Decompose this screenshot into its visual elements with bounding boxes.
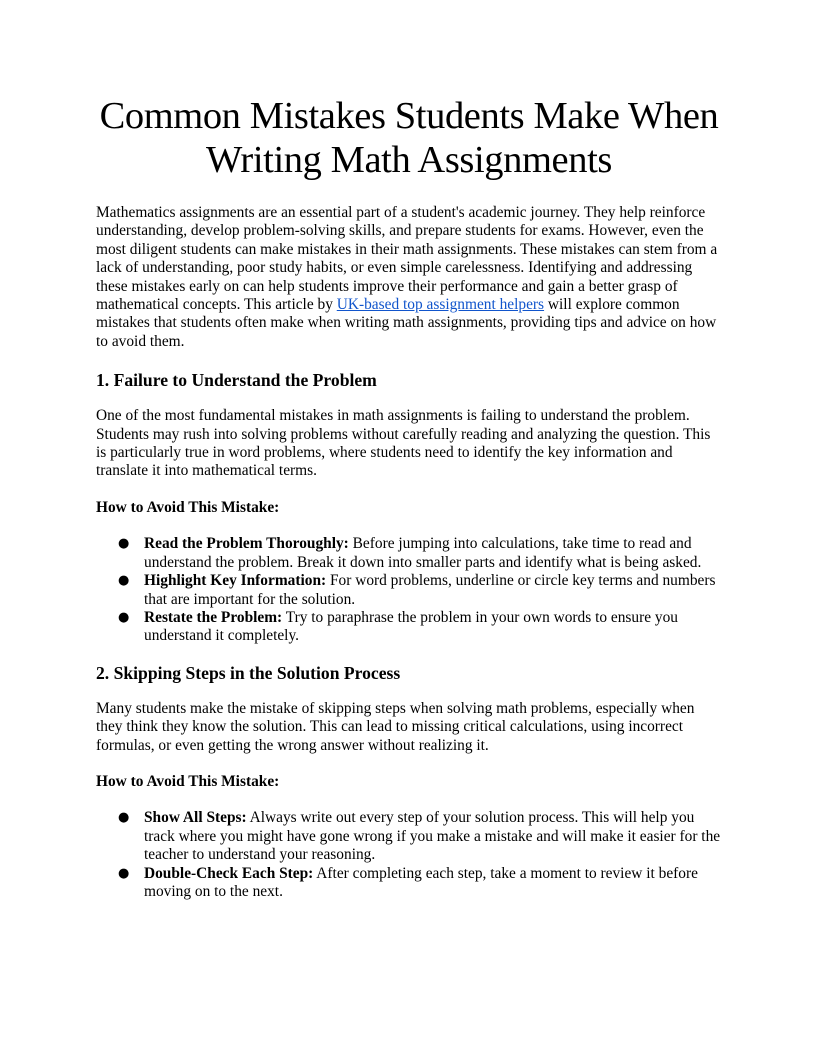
tip-text: For word problems, underline or circle key terms and numbers that are important for the solution. — [144, 572, 716, 608]
section-2-tips-list — [96, 809, 722, 901]
list-item — [96, 865, 722, 902]
bullet-icon: ● — [118, 573, 130, 589]
section-2-subheading: How to Avoid This Mistake: — [96, 772, 280, 790]
section-1-tips-list — [96, 535, 722, 645]
section-1-paragraph: One of the most fundamental mistakes in math assignments is failing to understand the problem. Students may rush into solving problems without carefully reading and analyzing the question. This is particularly true in word problems, where students need to identify the key information and translate it into mathematical terms. — [96, 407, 711, 480]
bullet-icon: ● — [118, 865, 130, 881]
intro-paragraph — [96, 204, 722, 351]
section-2-heading: 2. Skipping Steps in the Solution Process — [96, 662, 401, 683]
section-2-paragraph: Many students make the mistake of skipping steps when solving math problems, especially when they think they know the solution. This can lead to missing critical calculations, using incorrect formulas, or even getting the wrong answer without realizing it. — [96, 699, 695, 754]
bullet-icon: ● — [118, 536, 130, 552]
tip-label: Read the Problem Thoroughly: — [144, 535, 349, 553]
page-title — [96, 94, 722, 182]
bullet-icon: ● — [118, 609, 130, 625]
tip-text: Try to paraphrase the problem in your own words to ensure you understand it completely. — [144, 608, 679, 645]
tip-text: Always write out every step of your solution process. This will help you track where you might have gone wrong if you make a mistake and will make it easier for the teacher to understand your reasoning. — [144, 809, 721, 864]
title-line-1: Common Mistakes Students Make When — [99, 95, 719, 137]
tip-text: Before jumping into calculations, take time to read and understand the problem. Break it down into smaller parts and identify what is being asked. — [144, 535, 702, 571]
tip-label: Highlight Key Information: — [144, 572, 327, 590]
intro-text-end: will explore common mistakes that students often make when writing math assignments, providing tips and advice on how to avoid them. — [96, 296, 717, 350]
section-1-subheading: How to Avoid This Mistake: — [96, 498, 280, 516]
list-item — [96, 809, 722, 864]
tip-label: Restate the Problem: — [144, 608, 283, 626]
bullet-icon: ● — [118, 810, 130, 826]
list-item — [96, 535, 722, 572]
list-item — [96, 609, 722, 646]
tip-text: After completing each step, take a moment to review it before moving on to the next. — [144, 864, 698, 900]
list-item — [96, 572, 722, 609]
tip-label: Double-Check Each Step: — [144, 864, 314, 882]
title-line-2: Writing Math Assignments — [206, 139, 612, 181]
assignment-helpers-link[interactable]: UK-based top assignment helpers — [336, 296, 545, 314]
document-page — [96, 94, 722, 901]
intro-text-start: Mathematics assignments are an essential part of a student's academic journey. They help reinforce understanding, develop problem-solving skills, and prepare students for exams. However, even the most diligent students can make mistakes in their math assignments. These mistakes can stem from a lack of understanding, poor study habits, or even simple carelessness. Identifying and addressing these mistakes early on can help students improve their performance and gain a better grasp of mathematical concepts. This article by — [96, 204, 718, 314]
tip-label: Show All Steps: — [144, 809, 247, 827]
section-1-heading: 1. Failure to Understand the Problem — [96, 370, 377, 391]
